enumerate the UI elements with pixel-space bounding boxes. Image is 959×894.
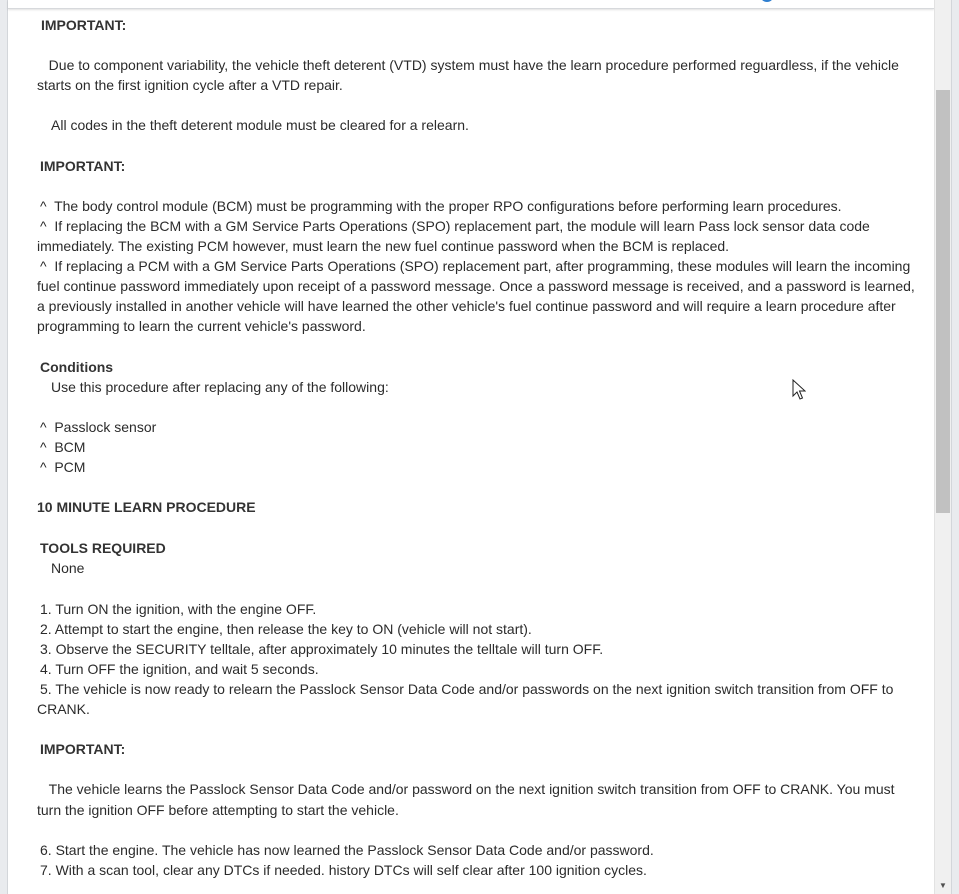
- codes-paragraph: All codes in the theft deterent module must be cleared for a relearn.: [51, 117, 469, 134]
- list-item: ^ Passlock sensor: [40, 418, 157, 435]
- tools-required-heading: TOOLS REQUIRED: [40, 540, 166, 557]
- bcm-programming-bullet: ^ The body control module (BCM) must be programming with the proper RPO configurations before performing learn procedures.: [40, 197, 842, 214]
- conditions-intro: Use this procedure after replacing any of the following:: [51, 378, 389, 395]
- conditions-heading: Conditions: [40, 358, 114, 375]
- ignition-note-paragraph: The vehicle learns the Passlock Sensor Data Code and/or password on the next ignition switch transition from OFF to CRANK. You must turn the ignition OFF before attempting to start the vehicle.: [37, 781, 899, 818]
- mouse-cursor-icon: [792, 379, 806, 401]
- important-heading-2: IMPORTANT:: [40, 157, 126, 174]
- pcm-replacing-bullet: ^ If replacing a PCM with a GM Service Parts Operations (SPO) replacement part, after programming, these modules will learn the incoming fuel continue password immediately upon receipt of a password message. Once a password message is received, and a password is learned, a previously installed in another vehicle will have learned the other vehicle's fuel continue password and will require a learn procedure after programming to learn the current vehicle's password.: [37, 258, 919, 335]
- procedure-step: 3. Observe the SECURITY telltale, after approximately 10 minutes the telltale will turn OFF.: [40, 640, 604, 657]
- document-content: [37, 8, 919, 894]
- procedure-title: 10 MINUTE LEARN PROCEDURE: [37, 499, 256, 516]
- scrollbar-thumb[interactable]: [936, 90, 950, 513]
- procedure-step: 7. With a scan tool, clear any DTCs if needed. history DTCs will self clear after 100 ignition cycles.: [40, 861, 647, 878]
- procedure-step: 6. Start the engine. The vehicle has now learned the Passlock Sensor Data Code and/or password.: [40, 841, 654, 858]
- important-heading-1: IMPORTANT:: [41, 17, 127, 33]
- procedure-step: 5. The vehicle is now ready to relearn the Passlock Sensor Data Code and/or passwords on the next ignition switch transition from OFF to CRANK.: [37, 681, 898, 718]
- vtd-paragraph: Due to component variability, the vehicle theft deterent (VTD) system must have the learn procedure performed reguardless, if the vehicle starts on the first ignition cycle after a VTD repair.: [37, 57, 903, 94]
- list-item: ^ BCM: [40, 438, 86, 455]
- procedure-step: 4. Turn OFF the ignition, and wait 5 seconds.: [40, 660, 319, 677]
- window-frame-right: [951, 0, 959, 894]
- scroll-down-arrow-icon[interactable]: ▼: [939, 881, 947, 890]
- tools-required-value: None: [51, 560, 85, 577]
- important-heading-3: IMPORTANT:: [40, 741, 126, 758]
- top-indicator-icon: [760, 0, 774, 2]
- window-frame-left: [0, 0, 8, 894]
- vertical-scrollbar[interactable]: [934, 0, 951, 894]
- procedure-step: 1. Turn ON the ignition, with the engine OFF.: [40, 600, 317, 617]
- bcm-replacing-bullet: ^ If replacing the BCM with a GM Service Parts Operations (SPO) replacement part, the module will learn Pass lock sensor data code immediately. The existing PCM however, must learn the new fuel continue password when the BCM is replaced.: [37, 217, 874, 255]
- procedure-step: 2. Attempt to start the engine, then release the key to ON (vehicle will not start).: [40, 620, 532, 637]
- list-item: ^ PCM: [40, 459, 86, 476]
